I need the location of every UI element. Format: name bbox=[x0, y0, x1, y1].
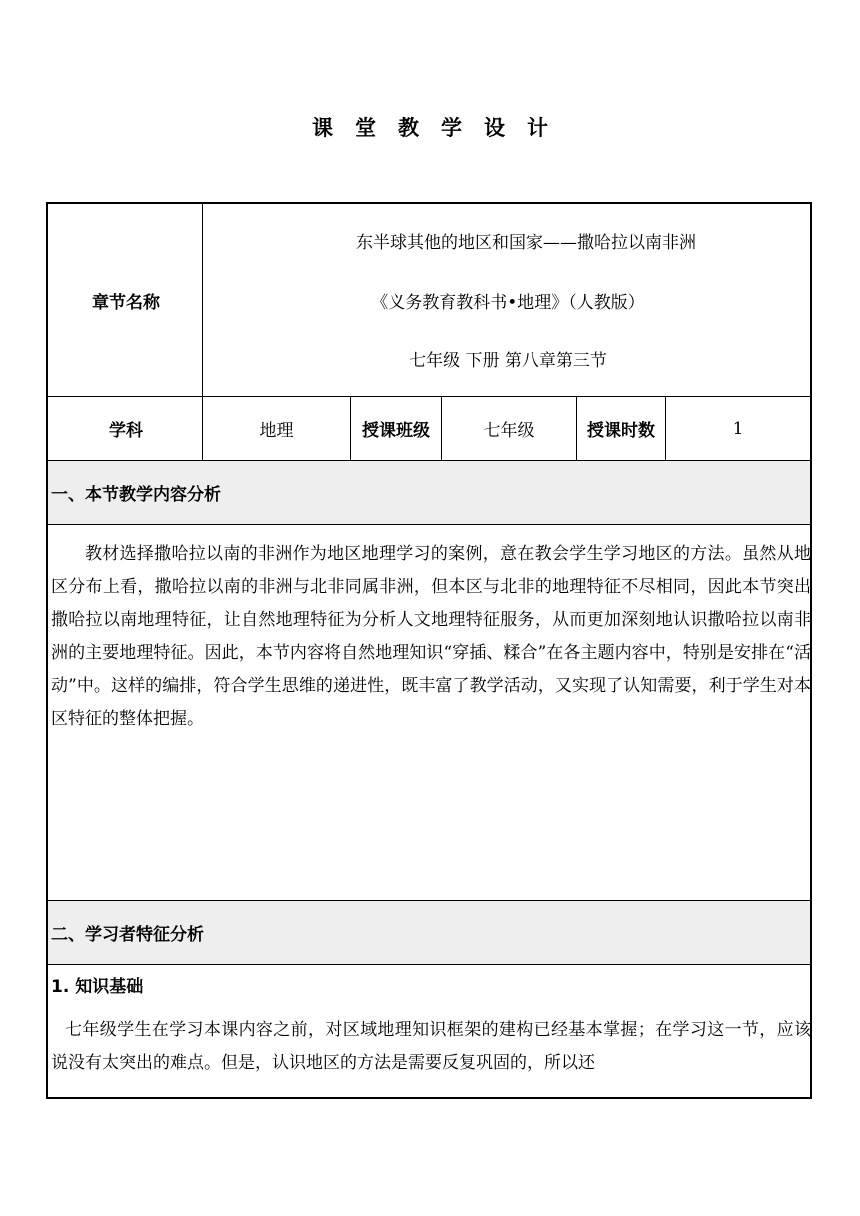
section2-heading: 二、学习者特征分析 bbox=[51, 925, 204, 945]
hours-label-cell bbox=[576, 397, 665, 461]
chapter-title-line: 东半球其他的地区和国家——撒哈拉以南非洲 bbox=[356, 233, 696, 253]
section2-subheading: 1. 知识基础 bbox=[51, 977, 144, 997]
hours-label: 授课时数 bbox=[587, 421, 655, 441]
subject-value: 地理 bbox=[259, 421, 294, 441]
class-label: 授课班级 bbox=[362, 421, 430, 441]
document-title: 课堂教学设计 bbox=[312, 116, 570, 140]
class-label-cell bbox=[350, 397, 441, 461]
subject-value-cell bbox=[202, 397, 350, 461]
section2-heading-cell bbox=[48, 901, 810, 965]
class-value: 七年级 bbox=[483, 421, 535, 441]
hours-value-cell bbox=[665, 397, 810, 461]
section1-body: 教材选择撒哈拉以南的非洲作为地区地理学习的案例，意在教会学生学习地区的方法。虽然从地区分布上看，撒哈拉以南的非洲与北非同属非洲，但本区与北非的地理特征不尽相同，因此本节突出撒哈拉以南地理特征，让自然地理特征为分析人文地理特征服务，从而更加深刻地认识撒哈拉以南非洲的主要地理特征。因此，本节内容将自然地理知识“穿插、糅合”在各主题内容中，特别是安排在“活动”中。这样的编排，符合学生思维的递进性，既丰富了教学活动，又实现了认知需要，利于学生对本区特征的整体把握。 bbox=[51, 544, 811, 729]
subject-label: 学科 bbox=[109, 421, 143, 441]
chapter-textbook-line: 《义务教育教科书•地理》（人教版） bbox=[371, 293, 645, 313]
class-value-cell bbox=[441, 397, 576, 461]
chapter-grade-line: 七年级 下册 第八章第三节 bbox=[409, 351, 607, 371]
section2-body: 七年级学生在学习本课内容之前，对区域地理知识框架的建构已经基本掌握；在学习这一节，应该说没有太突出的难点。但是，认识地区的方法是需要反复巩固的，所以还 bbox=[51, 1020, 811, 1073]
chapter-label: 章节名称 bbox=[92, 292, 160, 313]
hours-value: 1 bbox=[732, 418, 744, 439]
section1-heading-cell bbox=[48, 461, 810, 525]
subject-label-cell bbox=[48, 397, 204, 461]
chapter-lines bbox=[204, 204, 812, 397]
section1-heading: 一、本节教学内容分析 bbox=[51, 485, 221, 505]
lesson-design-table bbox=[46, 202, 812, 1099]
chapter-label-cell bbox=[48, 204, 204, 397]
